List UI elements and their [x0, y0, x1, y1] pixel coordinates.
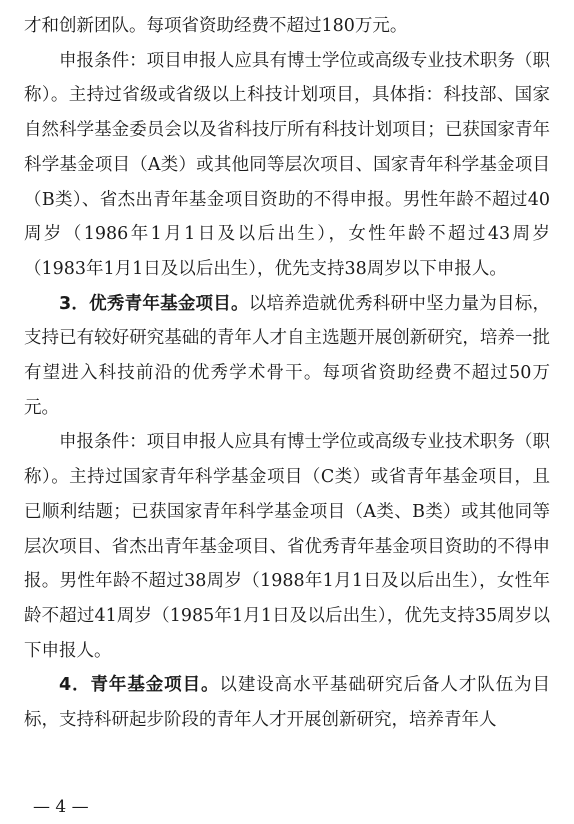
page-number: — 4 —	[33, 797, 89, 817]
section-body-youth-fund: 以建设高水平基础研究后备人才队伍为目标，支持科研起步阶段的青年人才开展创新研究，培养青年人	[24, 675, 550, 731]
paragraph-application-conditions-1: 申报条件：项目申报人应具有博士学位或高级专业技术职务（职称）。主持过省级或省级以上科技计划项目，具体指：科技部、国家自然科学基金委员会以及省科技厅所有科技计划项目；已获国家青年科学基金项目（A类）或其他同等层次项目、国家青年科学基金项目（B类）、省杰出青年基金项目资助的不得申报。男性年龄不超过40周岁（1986年1月1日及以后出生），女性年龄不超过43周岁（1983年1月1日及以后出生），优先支持38周岁以下申报人。	[24, 50, 550, 279]
section-body-excellent-youth: 以培养造就优秀科研中坚力量为目标，支持已有较好研究基础的青年人才自主选题开展创新研究，培养一批有望进入科技前沿的优秀学术骨干。每项省资助经费不超过50万元。	[24, 293, 550, 418]
section-heading-youth-fund: 4．青年基金项目。	[59, 675, 220, 696]
section-heading-excellent-youth: 3．优秀青年基金项目。	[59, 293, 249, 314]
paragraph-excellent-youth-fund	[24, 287, 550, 426]
paragraph-youth-fund	[24, 668, 550, 737]
paragraph-continuation: 才和创新团队。每项省资助经费不超过180万元。	[24, 16, 408, 36]
paragraph-application-conditions-2: 申报条件：项目申报人应具有博士学位或高级专业技术职务（职称）。主持过国家青年科学基金项目（C类）或省青年基金项目，且已顺利结题；已获国家青年科学基金项目（A类、B类）或其他同等层次项目、省杰出青年基金项目、省优秀青年基金项目资助的不得申报。男性年龄不超过38周岁（1988年1月1日及以后出生），女性年龄不超过41周岁（1985年1月1日及以后出生），优先支持35周岁以下申报人。	[24, 432, 550, 661]
